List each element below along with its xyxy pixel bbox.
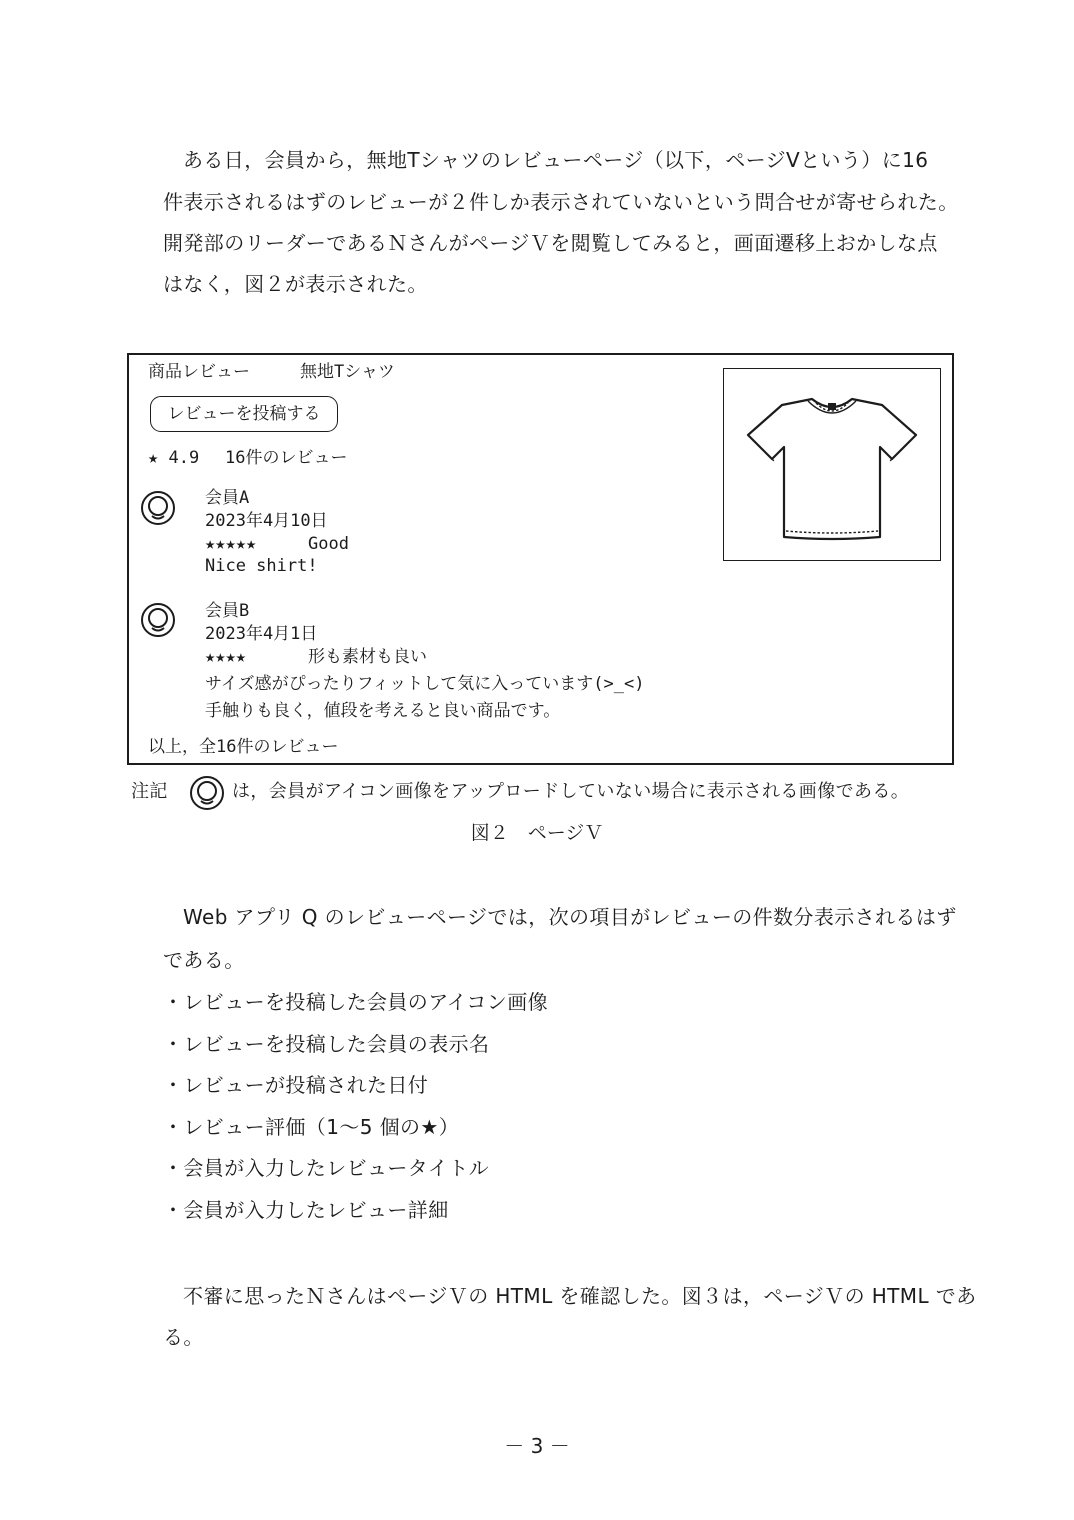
paragraph-line: 不審に思ったＮさんはページＶの HTML を確認した。図３は，ページＶの HTML であ — [183, 1284, 977, 1308]
review-count: 16件のレビュー — [225, 448, 348, 468]
paragraph-line: ある日，会員から，無地Tシャツのレビューページ（以下，ページVという）に16 — [183, 148, 929, 172]
paragraph-line: 件表示されるはずのレビューが２件しか表示されていないという問合せが寄せられた。 — [163, 190, 959, 214]
review-member-name: 会員A — [205, 488, 250, 508]
post-review-button: レビューを投稿する — [150, 396, 338, 432]
rating-summary: ★ 4.9 — [148, 448, 200, 468]
review-date: 2023年4月10日 — [205, 511, 328, 531]
review-title: Good — [308, 534, 349, 554]
product-name: 無地Tシャツ — [300, 362, 395, 382]
paragraph-line: Web アプリ Q のレビューページでは，次の項目がレビューの件数分表示されるはず — [183, 905, 957, 929]
tshirt-image — [723, 368, 941, 561]
note-label: 注記 — [131, 781, 168, 802]
bullet-item: ・レビュー評価（1～5 個の★） — [163, 1115, 460, 1139]
paragraph-line: である。 — [163, 948, 245, 972]
paragraph-line: る。 — [163, 1325, 204, 1349]
review-member-name: 会員B — [205, 601, 250, 621]
paragraph-line: 開発部のリーダーであるＮさんがページＶを閲覧してみると，画面遷移上おかしな点 — [163, 231, 938, 255]
review-stars: ★★★★ — [205, 647, 246, 667]
review-body-line: 手触りも良く，値段を考えると良い商品です。 — [205, 701, 561, 721]
paragraph-line: はなく，図２が表示された。 — [163, 272, 428, 296]
figure-caption: 図２ ページＶ — [470, 822, 604, 844]
default-avatar-icon — [189, 775, 225, 811]
review-body-line: サイズ感がぴったりフィットして気に入っています(>_<) — [205, 674, 645, 694]
default-avatar-icon — [140, 490, 176, 526]
page-number: － 3 － — [504, 1434, 570, 1458]
note-text: は，会員がアイコン画像をアップロードしていない場合に表示される画像である。 — [232, 781, 910, 802]
review-footer: 以上，全16件のレビュー — [148, 737, 339, 757]
default-avatar-icon — [140, 602, 176, 638]
bullet-item: ・レビューが投稿された日付 — [163, 1073, 429, 1097]
bullet-item: ・レビューを投稿した会員のアイコン画像 — [163, 990, 548, 1014]
bullet-item: ・会員が入力したレビュー詳細 — [163, 1198, 449, 1222]
bullet-item: ・会員が入力したレビュータイトル — [163, 1156, 489, 1180]
review-body-line: Nice shirt! — [205, 556, 318, 576]
bullet-item: ・レビューを投稿した会員の表示名 — [163, 1032, 490, 1056]
review-stars: ★★★★★ — [205, 534, 257, 554]
review-title: 形も素材も良い — [308, 647, 427, 667]
review-date: 2023年4月1日 — [205, 624, 318, 644]
review-header-label: 商品レビュー — [148, 362, 250, 382]
